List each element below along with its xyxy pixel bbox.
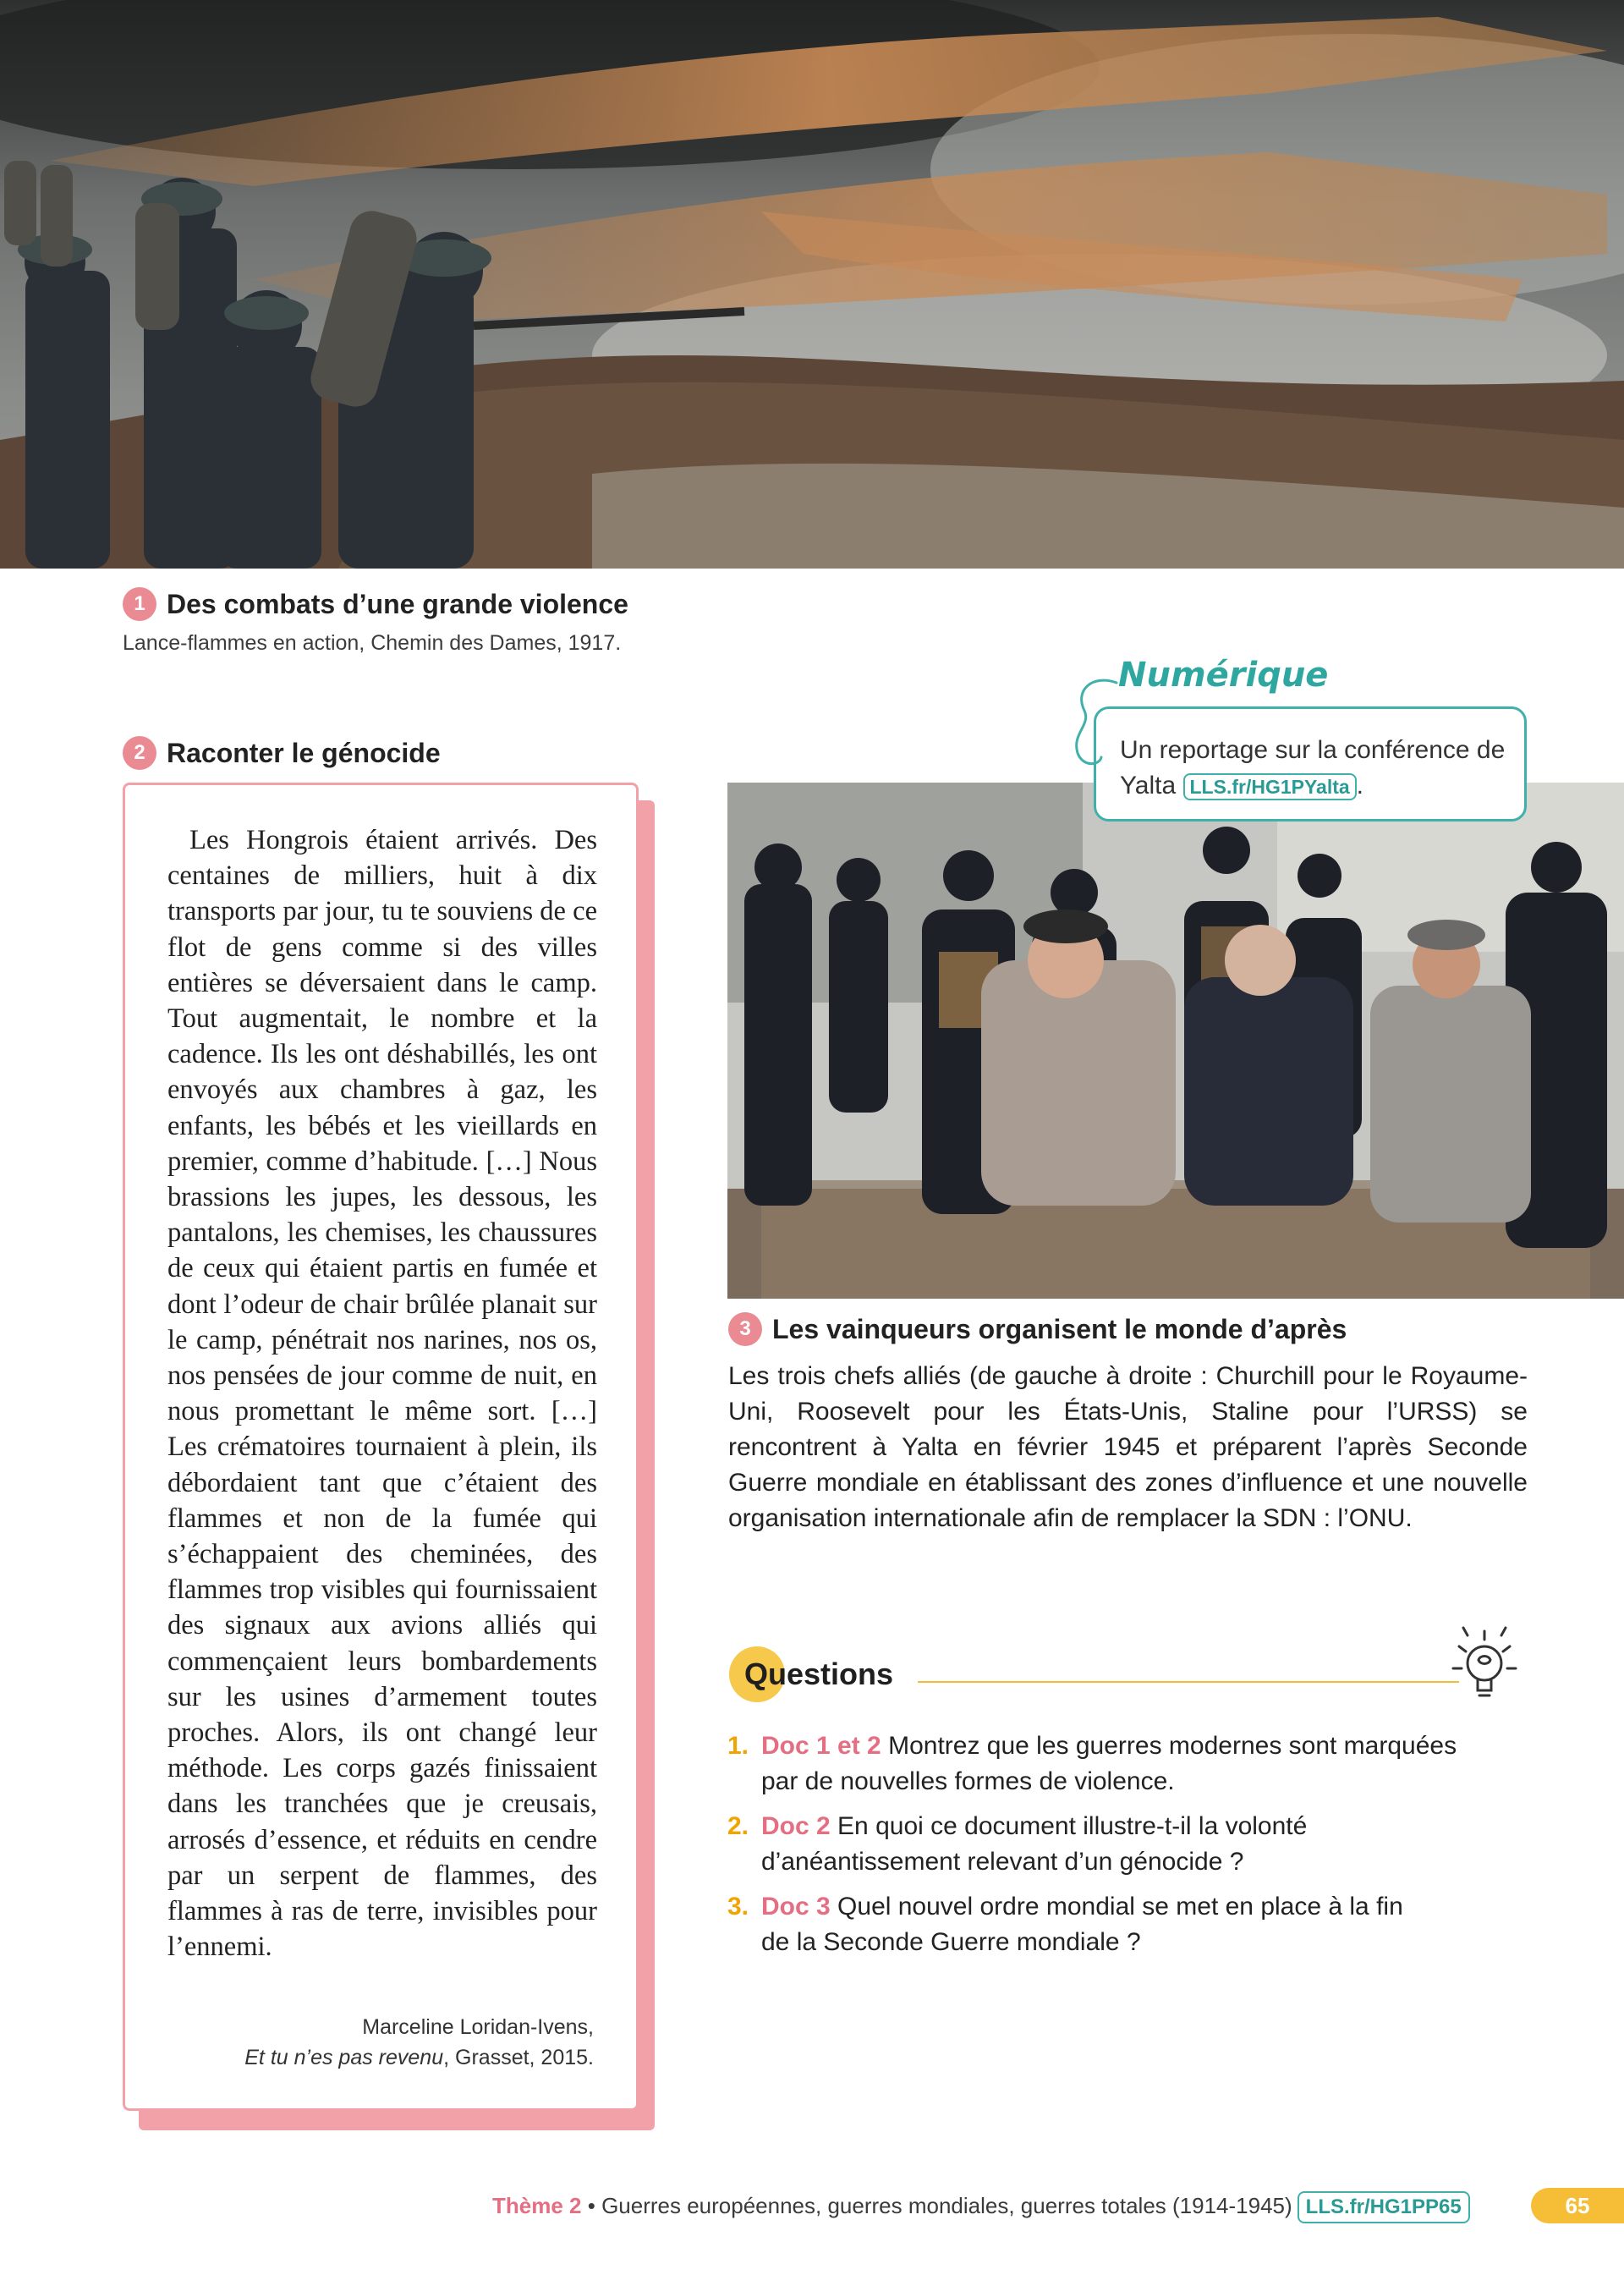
doc1-title: Des combats d’une grande violence (167, 588, 628, 619)
question-1-doc-ref: Doc 1 et 2 (761, 1732, 881, 1760)
question-2-doc-ref: Doc 2 (761, 1812, 831, 1840)
numerique-text (1120, 733, 1517, 804)
numerique-box (1094, 706, 1527, 822)
photo-yalta-conference (727, 783, 1624, 1299)
page-footer (492, 2191, 1470, 2223)
quote-publisher: , Grasset, 2015. (443, 2046, 594, 2069)
doc2-title: Raconter le génocide (167, 737, 441, 768)
question-1-continuation: par de nouvelles formes de violence. (761, 1767, 1175, 1795)
numerique-label: Numérique (1118, 656, 1329, 695)
question-2-line (727, 1809, 1539, 1844)
doc3-caption: Les trois chefs alliés (de gauche à droite : Churchill pour le Royaume-Uni, Roosevelt pour les États-Unis, Staline pour l’URSS) se rencontrent à Yalta en février 1945 et préparent l’après Seconde Guerre mondiale en établissant des zones d’influence et une nouvelle organisation internationale afin de remplacer la SDN : l’ONU. (728, 1362, 1528, 1532)
doc1-caption-title (123, 587, 628, 621)
question-2-continuation: d’anéantissement relevant d’un génocide ? (761, 1848, 1244, 1876)
doc2-caption-title (123, 736, 441, 770)
quote-author: Marceline Loridan-Ivens, (362, 2015, 594, 2039)
numerique-period: . (1356, 772, 1364, 800)
question-2-number: 2. (727, 1812, 749, 1840)
question-3 (727, 1889, 1539, 1960)
footer-link[interactable]: LLS.fr/HG1PP65 (1298, 2191, 1470, 2223)
lightbulb-icon (1438, 1613, 1531, 1706)
question-1-text: Montrez que les guerres modernes sont marquées (888, 1732, 1457, 1760)
quote-text: Les Hongrois étaient arrivés. Des centaines de milliers, huit à dix transports par jour, tu te souviens de ce flot de gens comme si des villes entières se déversaient dans le camp. Tout augmentait, le nombre et la cadence. Ils les ont déshabillés, les ont envoyés aux chambres à gaz, les enfants, les bébés et les vieillards en premier, comme d’habitude. […] Nous brassions les jupes, les dessous, les pantalons, les chemises, les chaussures de ceux qui étaient partis en fumée et dont l’odeur de chair brûlée planait sur le camp, pénétrait nos narines, nos os, nos pensées de jour comme de nuit, en nous promettant le même sort. […] Les crématoires tournaient à plein, ils débordaient tant que c’étaient des flammes et non de la fumée qui s’échappaient des cheminées, des flammes trop visibles qui fournissaient des signaux aux avions alliés qui commençaient leurs bombardements sur les usines d’armement toutes proches. Alors, ils ont changé leur méthode. Les corps gazés finissaient dans les tranchées que je creusais, arrosés d’essence, et réduits en cendre par un serpent de flammes, des flammes à ras de terre, invisibles pour l’ennemi. (167, 825, 597, 1963)
photo-flamethrowers-illustration (0, 0, 1624, 569)
question-1 (727, 1728, 1539, 1800)
question-2 (727, 1809, 1539, 1880)
footer-separator: • (581, 2193, 602, 2218)
footer-text: Guerres européennes, guerres mondiales, guerres totales (1914-1945) (601, 2193, 1292, 2218)
question-3-text: Quel nouvel ordre mondial se met en place à la fin (837, 1893, 1403, 1921)
question-1-line (727, 1728, 1539, 1764)
doc2-number-badge: 2 (123, 736, 156, 770)
doc3-number-badge: 3 (728, 1312, 762, 1346)
questions-title: Questions (744, 1657, 894, 1691)
page-number: 65 (1531, 2188, 1624, 2223)
question-3-number: 3. (727, 1893, 749, 1921)
question-3-doc-ref: Doc 3 (761, 1893, 831, 1921)
question-1-number: 1. (727, 1732, 749, 1760)
numerique-link[interactable]: LLS.fr/HG1PYalta (1183, 773, 1357, 800)
questions-divider (918, 1681, 1459, 1683)
photo-flamethrowers (0, 0, 1624, 569)
doc3-caption-title (728, 1312, 1347, 1346)
question-2-text: En quoi ce document illustre-t-il la volonté (837, 1812, 1308, 1840)
quote-box (123, 783, 639, 2111)
question-3-continuation: de la Seconde Guerre mondiale ? (761, 1928, 1141, 1956)
photo-yalta-illustration (727, 783, 1624, 1299)
quote-source (244, 2012, 594, 2073)
doc3-title: Les vainqueurs organisent le monde d’après (772, 1313, 1347, 1344)
quote-book-title: Et tu n’es pas revenu (244, 2046, 444, 2069)
quote-reference (244, 2042, 594, 2073)
doc1-number-badge: 1 (123, 587, 156, 621)
numerique-description: Un reportage sur la conférence de Yalta (1120, 736, 1506, 800)
doc1-caption: Lance-flammes en action, Chemin des Dames, 1917. (123, 631, 622, 655)
question-3-line (727, 1889, 1539, 1925)
numerique-swirl-icon (1067, 673, 1118, 791)
footer-theme: Thème 2 (492, 2193, 582, 2218)
